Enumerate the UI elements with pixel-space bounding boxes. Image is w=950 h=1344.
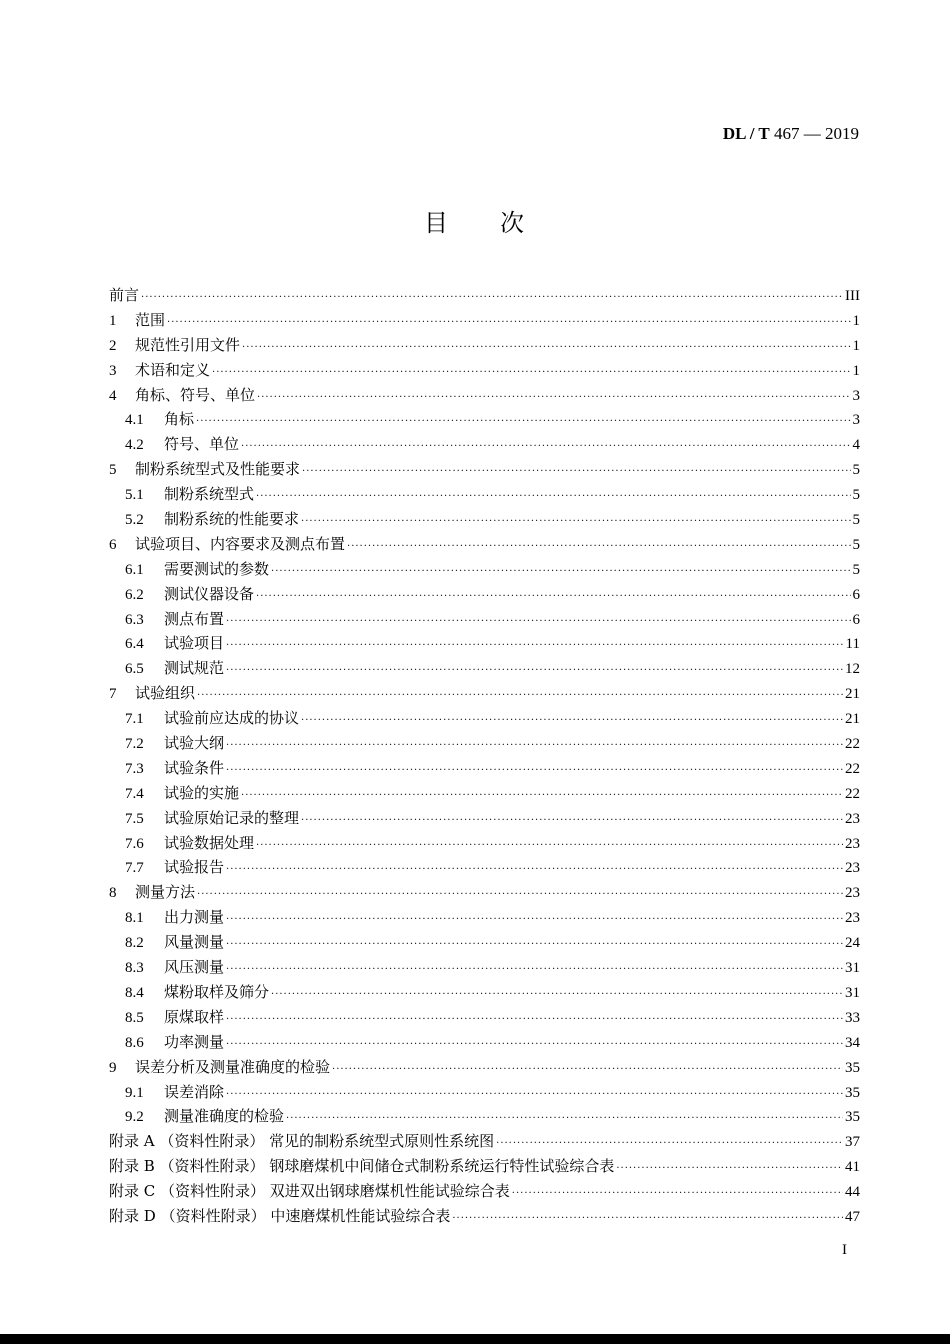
toc-entry-page: 1 [852,337,860,354]
toc-entry-label: 试验组织 [135,684,196,703]
toc-entry-number: 8.6 [125,1034,144,1051]
toc-entry-number: 6.4 [125,636,144,653]
toc-entry-label: 误差分析及测量准确度的检验 [135,1057,331,1076]
toc-entry-number: 6.1 [125,561,144,578]
toc-entry-label: 风压测量 [164,958,225,977]
toc-entry-page: 44 [845,1184,860,1201]
toc-entry[interactable] [109,955,860,980]
toc-entry-page: 23 [845,835,860,852]
toc-dot-leader [347,535,850,560]
toc-entry-label: 测试仪器设备 [164,584,255,603]
toc-entry-number: 5.1 [125,487,144,504]
toc-entry-page: 24 [845,935,860,952]
page-title [0,203,950,238]
toc-entry-number: 2 [109,337,117,354]
toc-entry-page: 21 [845,686,860,703]
toc-entry[interactable] [109,706,860,731]
toc-entry-number: 8.1 [125,910,144,927]
toc-entry[interactable] [109,1030,860,1055]
toc-entry-page: 23 [845,810,860,827]
standard-number: 467 — 2019 [774,124,859,143]
toc-entry-number: 4.2 [125,437,144,454]
toc-entry-number: 8.3 [125,960,144,977]
toc-entry-page: 4 [852,437,860,454]
toc-entry-label: 误差消除 [164,1082,225,1101]
toc-entry-label: 原煤取样 [164,1007,225,1026]
toc-entry[interactable] [109,557,860,582]
toc-entry-number: 8.5 [125,1009,144,1026]
toc-dot-leader [271,560,850,585]
toc-dot-leader [301,809,843,834]
toc-entry[interactable] [109,358,860,383]
toc-entry-label: 试验原始记录的整理 [164,808,300,827]
toc-entry[interactable] [109,831,860,856]
toc-entry[interactable] [109,432,860,457]
toc-entry-page: 3 [852,412,860,429]
toc-dot-leader [226,1008,843,1033]
toc-entry-label: 测点布置 [164,609,225,628]
toc-entry-label: 试验大纲 [164,734,225,753]
toc-entry[interactable] [109,905,860,930]
toc-entry[interactable] [109,308,860,333]
table-of-contents [109,283,860,1229]
toc-entry-page: 31 [845,960,860,977]
toc-entry-number: 9.1 [125,1084,144,1101]
toc-entry[interactable] [109,1129,860,1154]
toc-entry-number: 7.5 [125,810,144,827]
toc-entry-label: 测量准确度的检验 [164,1107,285,1126]
toc-entry[interactable] [109,507,860,532]
toc-entry-page: 1 [852,312,860,329]
toc-dot-leader [141,286,843,311]
toc-entry[interactable] [109,631,860,656]
toc-entry-label: 试验项目 [164,634,225,653]
toc-entry-page: 3 [852,387,860,404]
toc-entry-page: 22 [845,785,860,802]
toc-dot-leader [301,510,850,535]
toc-entry[interactable] [109,1005,860,1030]
toc-entry-page: 22 [845,736,860,753]
toc-entry-page: 21 [845,711,860,728]
toc-entry-number: 6 [109,536,117,553]
toc-entry-page: 34 [845,1034,860,1051]
toc-dot-leader [197,883,843,908]
toc-entry-page: 41 [845,1159,860,1176]
toc-dot-leader [301,709,843,734]
toc-entry-number: 7.1 [125,711,144,728]
toc-dot-leader [332,1058,843,1083]
toc-entry-page: 35 [845,1059,860,1076]
toc-entry-number: 1 [109,312,117,329]
toc-dot-leader [302,460,850,485]
toc-dot-leader [256,485,850,510]
toc-entry-page: 33 [845,1009,860,1026]
toc-entry-page: III [845,288,860,304]
toc-dot-leader [226,958,843,983]
toc-dot-leader [256,585,850,610]
standard-prefix: DL / T [722,124,770,143]
toc-entry[interactable] [109,1055,860,1080]
toc-entry-number: 4.1 [125,412,144,429]
toc-entry-number: 7.6 [125,835,144,852]
toc-entry[interactable] [109,607,860,632]
toc-entry[interactable] [109,482,860,507]
toc-entry-label: 角标、符号、单位 [135,385,256,404]
toc-dot-leader [226,759,843,784]
toc-entry-label: 附录 A （资料性附录） 常见的制粉系统型式原则性系统图 [109,1132,495,1151]
toc-entry[interactable] [109,656,860,681]
toc-entry-number: 4 [109,387,117,404]
toc-entry-label: 测试规范 [164,659,225,678]
toc-entry[interactable] [109,880,860,905]
toc-entry-page: 5 [852,561,860,578]
toc-entry[interactable] [109,855,860,880]
toc-dot-leader [241,435,850,460]
toc-entry-page: 6 [852,586,860,603]
toc-entry-number: 3 [109,362,117,379]
toc-entry-number: 8 [109,885,117,902]
toc-entry[interactable] [109,681,860,706]
toc-entry-page: 23 [845,860,860,877]
toc-dot-leader [196,410,850,435]
toc-entry-number: 6.5 [125,661,144,678]
toc-dot-leader [241,784,843,809]
toc-entry-label: 需要测试的参数 [164,559,270,578]
toc-entry-label: 测量方法 [135,883,196,902]
toc-entry-page: 5 [852,462,860,479]
toc-entry-number: 7.3 [125,760,144,777]
toc-dot-leader [271,983,843,1008]
toc-entry-page: 35 [845,1109,860,1126]
toc-entry-label: 试验前应达成的协议 [164,709,300,728]
toc-dot-leader [226,659,843,684]
toc-entry-label: 术语和定义 [135,360,211,379]
toc-entry-label: 规范性引用文件 [135,335,241,354]
toc-entry-number: 7.4 [125,785,144,802]
toc-entry-number: 9.2 [125,1109,144,1126]
toc-entry-number: 6.3 [125,611,144,628]
toc-entry-label: 制粉系统型式及性能要求 [135,460,301,479]
toc-dot-leader [226,933,843,958]
toc-entry-number: 5 [109,462,117,479]
toc-dot-leader [226,858,843,883]
toc-entry-number: 8.4 [125,984,144,1001]
toc-entry[interactable] [109,333,860,358]
toc-entry[interactable] [109,1154,860,1179]
toc-entry-page: 37 [845,1134,860,1151]
toc-entry-number: 8.2 [125,935,144,952]
toc-entry-page: 22 [845,760,860,777]
toc-dot-leader [212,361,850,386]
toc-entry[interactable] [109,806,860,831]
toc-entry-page: 47 [845,1208,860,1225]
toc-entry-label: 制粉系统的性能要求 [164,510,300,529]
toc-entry-page: 5 [852,487,860,504]
toc-entry-label: 试验报告 [164,858,225,877]
toc-entry-label: 附录 D （资料性附录） 中速磨煤机性能试验综合表 [109,1206,451,1225]
toc-entry[interactable] [109,731,860,756]
toc-entry-label: 试验项目、内容要求及测点布置 [135,534,346,553]
toc-dot-leader [226,734,843,759]
toc-entry-label: 符号、单位 [164,435,240,454]
toc-dot-leader [226,1083,843,1108]
toc-entry-label: 角标 [164,410,195,429]
toc-dot-leader [167,311,850,336]
toc-entry-page: 11 [845,636,860,653]
page-number: I [842,1242,847,1258]
toc-entry-label: 附录 B （资料性附录） 钢球磨煤机中间储仓式制粉系统运行特性试验综合表 [109,1157,615,1176]
toc-entry[interactable] [109,781,860,806]
standard-code [723,124,859,144]
toc-entry-number: 5.2 [125,512,144,529]
toc-entry[interactable] [109,582,860,607]
toc-entry-label: 附录 C （资料性附录） 双进双出钢球磨煤机性能试验综合表 [109,1182,510,1201]
toc-entry-number: 7.2 [125,736,144,753]
toc-entry-number: 7 [109,686,117,703]
toc-entry-page: 12 [845,661,860,678]
toc-entry[interactable] [109,930,860,955]
toc-entry-page: 23 [845,885,860,902]
toc-dot-leader [242,336,850,361]
toc-entry-number: 7.7 [125,860,144,877]
toc-entry-page: 1 [852,362,860,379]
toc-entry-label: 功率测量 [164,1032,225,1051]
toc-entry[interactable] [109,980,860,1005]
toc-entry[interactable] [109,532,860,557]
toc-entry-page: 5 [852,512,860,529]
toc-dot-leader [257,386,850,411]
toc-dot-leader [256,834,843,859]
toc-dot-leader [226,610,850,635]
toc-entry-label: 煤粉取样及筛分 [164,982,270,1001]
toc-entry[interactable] [109,407,860,432]
toc-entry[interactable] [109,756,860,781]
toc-entry-page: 5 [852,536,860,553]
toc-entry-page: 35 [845,1084,860,1101]
toc-entry[interactable] [109,383,860,408]
toc-dot-leader [226,908,843,933]
toc-entry-label: 制粉系统型式 [164,485,255,504]
toc-dot-leader [226,634,844,659]
toc-entry-number: 9 [109,1059,117,1076]
page-title-char-1: 目 [424,209,450,237]
toc-entry-label: 范围 [135,310,166,329]
toc-entry-page: 31 [845,984,860,1001]
toc-entry[interactable] [109,457,860,482]
toc-entry[interactable] [109,1204,860,1229]
toc-entry-label: 试验的实施 [164,783,240,802]
bottom-border [0,1334,950,1344]
toc-entry-label: 前言 [109,286,140,304]
toc-entry-number: 6.2 [125,586,144,603]
toc-entry-label: 试验条件 [164,758,225,777]
toc-dot-leader [512,1182,843,1207]
toc-entry[interactable] [109,1080,860,1105]
toc-entry[interactable] [109,283,860,308]
toc-entry-label: 试验数据处理 [164,833,255,852]
toc-entry-page: 6 [852,611,860,628]
toc-entry-page: 23 [845,910,860,927]
toc-dot-leader [616,1157,843,1182]
page-title-char-2: 次 [500,209,526,237]
toc-entry-label: 出力测量 [164,908,225,927]
toc-entry[interactable] [109,1179,860,1204]
toc-entry-label: 风量测量 [164,933,225,952]
toc-dot-leader [452,1207,843,1232]
toc-entry[interactable] [109,1104,860,1129]
